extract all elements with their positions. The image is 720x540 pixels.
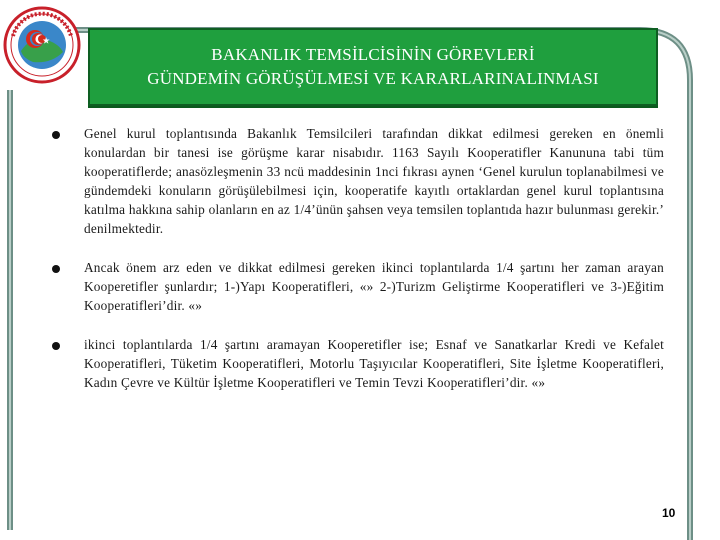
title-line-2: GÜNDEMİN GÖRÜŞÜLMESİ VE KARARLARINALINMASI: [147, 69, 599, 88]
bullet-icon: [52, 131, 60, 139]
bullet-list: [48, 124, 664, 412]
page-number: 10: [662, 506, 676, 520]
list-item: [48, 258, 664, 315]
list-item: [48, 124, 664, 238]
title-line-1: BAKANLIK TEMSİLCİSİNİN GÖREVLERİ: [211, 45, 535, 64]
bullet-text: Ancak önem arz eden ve dikkat edilmesi gereken ikinci toplantılarda 1/4 şartını her zaman arayan Kooperetifler şunlardır; 1-)Yapı Kooperatifleri, «» 2-)Turizm Geliştirme Kooperatifleri ve 3-)Eğitim Kooperatifleri’dir. «»: [84, 260, 664, 313]
bullet-text: ikinci toplantılarda 1/4 şartını aramayan Kooperetifler ise; Esnaf ve Sanatkarlar Kredi ve Kefalet Kooperatifleri, Tüketim Kooperatifleri, Motorlu Taşıyıcılar Kooperatifleri, Site İşletme Kooperatifleri, Kadın Çevre ve Kültür İşletme Kooperatifleri ve Temin Tevzi Kooperatifleri’dir. «»: [84, 337, 664, 390]
title-banner: [88, 28, 658, 106]
ministry-emblem-icon: [3, 6, 81, 84]
bullet-text: Genel kurul toplantısında Bakanlık Temsilcileri tarafından dikkat edilmesi gereken en önemli konulardan bir tanesi ise görüşme karar nisabıdır. 1163 Sayılı Kooperatifler Kanununa tabi tüm kooperatiflerde; anasözleşmenin 33 ncü maddesinin 1nci fıkrası aynen ‘Genel kurulun toplanabilmesi ve gündemdeki konuların görüşülebilmesi için, kooperatife kayıtlı ortaklardan genel kurul toplantısına katılma hakkına sahip olanların en az 1/4’ünün şahsen veya temsilen toplantıda hazır bulunması gerekir.’ denilmektedir.: [84, 126, 664, 236]
bullet-icon: [52, 342, 60, 350]
bullet-icon: [52, 265, 60, 273]
list-item: [48, 335, 664, 392]
